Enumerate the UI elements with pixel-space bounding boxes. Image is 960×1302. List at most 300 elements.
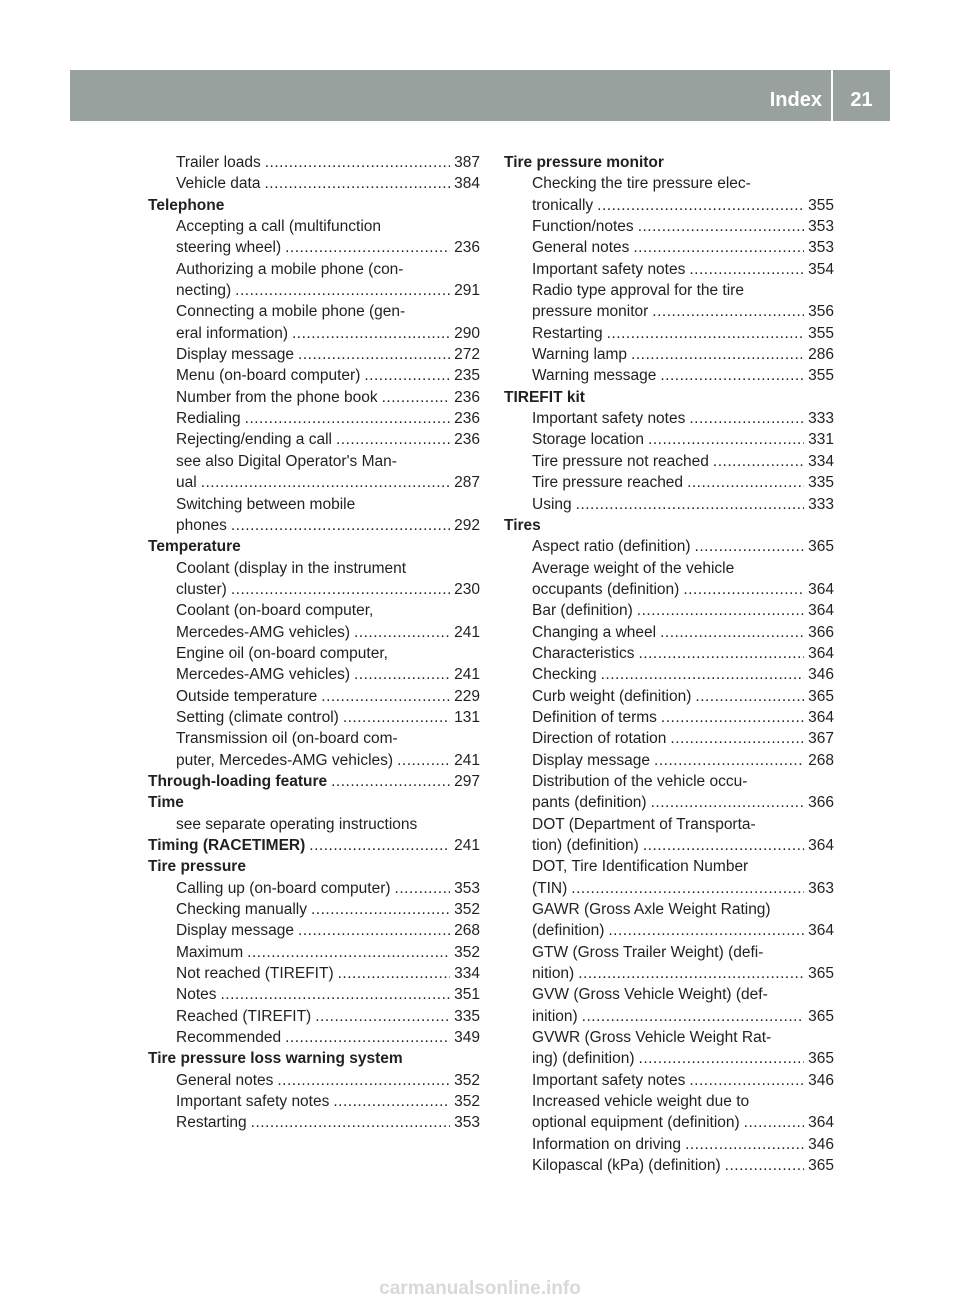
dot-leader bbox=[333, 1091, 450, 1112]
index-heading: Temperature bbox=[148, 538, 241, 556]
entry-page-line bbox=[532, 451, 834, 472]
entry-text-line: Average weight of the vehicle bbox=[532, 559, 735, 577]
entry-text: Important safety notes bbox=[532, 410, 686, 428]
entry-text: Aspect ratio (definition) bbox=[532, 538, 691, 556]
page-ref[interactable]: 352 bbox=[454, 901, 480, 919]
entry-text: Tire pressure not reached bbox=[532, 452, 709, 470]
index-entry bbox=[148, 1006, 480, 1027]
index-heading: Timing (RACETIMER) bbox=[148, 837, 306, 854]
entry-text: eral information) bbox=[176, 324, 288, 342]
page-ref[interactable]: 335 bbox=[808, 474, 834, 492]
page-ref[interactable]: 364 bbox=[808, 837, 834, 854]
dot-leader bbox=[354, 664, 450, 685]
page-ref[interactable]: 364 bbox=[808, 708, 834, 726]
index-entry bbox=[504, 365, 834, 386]
index-entry bbox=[504, 323, 834, 344]
index-entry bbox=[504, 750, 834, 771]
entry-page-line bbox=[176, 323, 480, 344]
index-entry bbox=[504, 1155, 834, 1176]
page-ref[interactable]: 365 bbox=[808, 1157, 834, 1175]
watermark: carmanualsonline.info bbox=[379, 1278, 581, 1299]
dot-leader bbox=[315, 1006, 450, 1027]
index-entry bbox=[148, 1070, 480, 1091]
entry-page-line bbox=[532, 195, 834, 216]
entry-page-line bbox=[532, 1155, 834, 1176]
index-entry bbox=[148, 558, 480, 601]
entry-page-line bbox=[176, 942, 480, 963]
index-entry bbox=[148, 1112, 480, 1133]
entry-page-line bbox=[176, 1070, 480, 1091]
entry-page-line bbox=[532, 728, 834, 749]
entry-text: Storage location bbox=[532, 431, 645, 449]
entry-text: Checking bbox=[532, 666, 597, 684]
dot-leader bbox=[687, 472, 804, 493]
page-ref[interactable]: 241 bbox=[454, 666, 480, 684]
dot-leader bbox=[382, 387, 451, 408]
page-ref[interactable]: 230 bbox=[454, 580, 480, 598]
dot-leader bbox=[744, 1112, 804, 1133]
entry-text: Important safety notes bbox=[532, 260, 686, 278]
entry-text-line: Checking the tire pressure elec- bbox=[532, 175, 751, 193]
entry-page-line bbox=[532, 643, 834, 664]
index-entry bbox=[504, 429, 834, 450]
entry-page-line bbox=[176, 707, 480, 728]
dot-leader bbox=[395, 878, 451, 899]
index-entry bbox=[504, 1027, 834, 1070]
dot-leader bbox=[235, 280, 450, 301]
page-ref[interactable]: 352 bbox=[454, 1093, 480, 1111]
dot-leader bbox=[309, 835, 450, 856]
dot-leader bbox=[298, 920, 450, 941]
entry-page-line bbox=[532, 686, 834, 707]
entry-page-line bbox=[176, 1091, 480, 1112]
page-ref[interactable]: 354 bbox=[808, 260, 834, 278]
index-entry bbox=[504, 558, 834, 601]
page-ref[interactable]: 287 bbox=[454, 474, 480, 492]
dot-leader bbox=[582, 1006, 804, 1027]
index-entry bbox=[504, 237, 834, 258]
entry-page-line bbox=[176, 344, 480, 365]
index-entry bbox=[148, 216, 480, 259]
entry-text: Menu (on-board computer) bbox=[176, 367, 361, 385]
page-ref[interactable]: 268 bbox=[808, 751, 834, 769]
entry-page-line bbox=[176, 920, 480, 941]
entry-text: (definition) bbox=[532, 922, 605, 940]
dot-leader bbox=[397, 750, 450, 771]
index-entry bbox=[504, 408, 834, 429]
entry-text: ual bbox=[176, 474, 197, 492]
entry-text-line: Coolant (on-board computer, bbox=[176, 602, 374, 620]
entry-text: Information on driving bbox=[532, 1135, 682, 1153]
page-ref[interactable]: 365 bbox=[808, 687, 834, 705]
dot-leader bbox=[689, 408, 804, 429]
entry-page-line bbox=[532, 1048, 834, 1069]
page-ref[interactable]: 365 bbox=[808, 538, 834, 556]
entry-text: tronically bbox=[532, 196, 594, 214]
page-ref[interactable]: 290 bbox=[454, 324, 480, 342]
index-heading: Tire pressure loss warning system bbox=[148, 1050, 403, 1068]
index-entry bbox=[148, 259, 480, 302]
entry-text-line: DOT, Tire Identification Number bbox=[532, 858, 749, 876]
entry-text-line: Accepting a call (multifunction bbox=[176, 218, 382, 236]
page-ref[interactable]: 364 bbox=[808, 580, 834, 598]
index-entry bbox=[148, 814, 480, 835]
entry-page-line bbox=[176, 173, 480, 194]
page-ref[interactable]: 356 bbox=[808, 303, 834, 321]
dot-leader bbox=[654, 750, 804, 771]
index-entry bbox=[148, 920, 480, 941]
page-ref[interactable]: 364 bbox=[808, 644, 834, 662]
page-ref[interactable]: 229 bbox=[454, 687, 480, 705]
entry-text: Recommended bbox=[176, 1029, 282, 1047]
index-entry bbox=[148, 451, 480, 494]
dot-leader bbox=[683, 579, 804, 600]
entry-text: Checking manually bbox=[176, 901, 307, 919]
index-entry bbox=[504, 728, 834, 749]
entry-page-line bbox=[532, 494, 834, 515]
page-ref[interactable]: 268 bbox=[454, 922, 480, 940]
dot-leader bbox=[725, 1155, 804, 1176]
dot-leader bbox=[343, 707, 450, 728]
entry-page-line bbox=[532, 216, 834, 237]
index-entry bbox=[504, 280, 834, 323]
entry-text: nition) bbox=[532, 965, 575, 983]
entry-page-line bbox=[176, 1112, 480, 1133]
dot-leader bbox=[251, 1112, 450, 1133]
entry-text: Mercedes-AMG vehicles) bbox=[176, 623, 350, 641]
dot-leader bbox=[652, 301, 804, 322]
entry-text: General notes bbox=[176, 1071, 274, 1089]
index-entry bbox=[504, 1134, 834, 1155]
entry-text: Vehicle data bbox=[176, 175, 261, 193]
page-ref[interactable]: 236 bbox=[454, 431, 480, 449]
page-ref[interactable]: 235 bbox=[454, 367, 480, 385]
page-ref[interactable]: 365 bbox=[808, 1050, 834, 1068]
page-ref[interactable]: 353 bbox=[454, 1114, 480, 1132]
page-ref[interactable]: 236 bbox=[454, 388, 480, 406]
page-ref[interactable]: 346 bbox=[808, 1071, 834, 1089]
index-entry bbox=[148, 878, 480, 899]
index-entry bbox=[148, 728, 480, 771]
dot-leader bbox=[713, 451, 804, 472]
page-ref[interactable]: 241 bbox=[454, 751, 480, 769]
entry-text: Calling up (on-board computer) bbox=[176, 879, 391, 897]
page-section-title: Index bbox=[769, 89, 822, 111]
entry-text: Notes bbox=[176, 986, 217, 1004]
index-entry bbox=[148, 942, 480, 963]
index-heading-row bbox=[148, 771, 480, 792]
entry-text-line: GTW (Gross Trailer Weight) (defi- bbox=[532, 943, 764, 961]
entry-page-line bbox=[532, 878, 834, 899]
entry-text-line: Transmission oil (on-board com- bbox=[176, 730, 398, 748]
entry-text: pressure monitor bbox=[532, 303, 649, 321]
dot-leader bbox=[660, 365, 804, 386]
index-entry bbox=[504, 856, 834, 899]
entry-text: tion) (definition) bbox=[532, 837, 639, 854]
entry-page-line bbox=[176, 579, 480, 600]
entry-text: General notes bbox=[532, 239, 630, 257]
index-entry bbox=[148, 365, 480, 386]
index-entry bbox=[148, 600, 480, 643]
entry-text: Characteristics bbox=[532, 644, 635, 662]
index-entry bbox=[148, 1091, 480, 1112]
entry-page-line bbox=[532, 259, 834, 280]
entry-page-line bbox=[176, 152, 480, 173]
page-ref[interactable]: 286 bbox=[808, 346, 834, 364]
index-entry bbox=[504, 984, 834, 1027]
index-entry bbox=[504, 259, 834, 280]
entry-page-line bbox=[532, 835, 834, 856]
index-heading: Tires bbox=[504, 516, 541, 534]
index-entry bbox=[504, 707, 834, 728]
index-column-left bbox=[148, 152, 480, 1134]
page-ref[interactable]: 241 bbox=[454, 623, 480, 641]
index-heading: Telephone bbox=[148, 196, 225, 214]
page-ref[interactable]: 349 bbox=[454, 1029, 480, 1047]
page-ref[interactable]: 366 bbox=[808, 794, 834, 812]
entry-text: Display message bbox=[176, 922, 295, 940]
dot-leader bbox=[601, 664, 805, 685]
index-entry bbox=[148, 301, 480, 344]
entry-text: Warning lamp bbox=[532, 346, 628, 364]
entry-page-line bbox=[532, 920, 834, 941]
entry-page-line bbox=[176, 622, 480, 643]
entry-page-line bbox=[176, 984, 480, 1005]
entry-page-line bbox=[532, 237, 834, 258]
page-ref[interactable]: 352 bbox=[454, 943, 480, 961]
dot-leader bbox=[245, 408, 450, 429]
entry-page-line bbox=[532, 344, 834, 365]
dot-leader bbox=[695, 536, 805, 557]
entry-text: Outside temperature bbox=[176, 687, 318, 705]
index-entry bbox=[504, 643, 834, 664]
entry-text-line: see separate operating instructions bbox=[176, 815, 418, 833]
dot-leader bbox=[285, 237, 450, 258]
entry-page-line bbox=[176, 1027, 480, 1048]
page-ref[interactable]: 346 bbox=[808, 666, 834, 684]
entry-text: Important safety notes bbox=[532, 1071, 686, 1089]
entry-page-line bbox=[176, 664, 480, 685]
entry-text: Function/notes bbox=[532, 218, 634, 236]
index-entry bbox=[504, 664, 834, 685]
entry-text: Mercedes-AMG vehicles) bbox=[176, 666, 350, 684]
entry-text-line: Radio type approval for the tire bbox=[532, 282, 744, 300]
entry-page-line bbox=[176, 429, 480, 450]
page-ref[interactable]: 355 bbox=[808, 324, 834, 342]
index-entry bbox=[148, 643, 480, 686]
dot-leader bbox=[576, 494, 804, 515]
dot-leader bbox=[201, 472, 450, 493]
dot-leader bbox=[277, 1070, 450, 1091]
index-entry bbox=[504, 814, 834, 857]
page-ref[interactable]: 384 bbox=[454, 175, 480, 193]
page-ref[interactable]: 355 bbox=[808, 196, 834, 214]
dot-leader bbox=[689, 1070, 804, 1091]
entry-page-line bbox=[176, 686, 480, 707]
index-entry bbox=[504, 494, 834, 515]
entry-text: ing) (definition) bbox=[532, 1050, 635, 1068]
entry-text-line: GVWR (Gross Vehicle Weight Rat- bbox=[532, 1029, 772, 1047]
page-ref[interactable]: 292 bbox=[454, 516, 480, 534]
index-entry bbox=[148, 429, 480, 450]
page-ref[interactable]: 355 bbox=[808, 367, 834, 385]
page-ref[interactable]: 333 bbox=[808, 410, 834, 428]
page-ref[interactable]: 335 bbox=[454, 1007, 480, 1025]
entry-page-line bbox=[532, 365, 834, 386]
index-entry bbox=[504, 600, 834, 621]
entry-text: Setting (climate control) bbox=[176, 708, 339, 726]
dot-leader bbox=[311, 899, 450, 920]
dot-leader bbox=[597, 195, 804, 216]
dot-leader bbox=[264, 173, 450, 194]
entry-page-line bbox=[532, 1134, 834, 1155]
page-ref[interactable]: 333 bbox=[808, 495, 834, 513]
entry-page-line bbox=[532, 579, 834, 600]
entry-text: necting) bbox=[176, 282, 232, 300]
entry-page-line bbox=[532, 707, 834, 728]
page-ref[interactable]: 346 bbox=[808, 1135, 834, 1153]
page-ref[interactable]: 272 bbox=[454, 346, 480, 364]
entry-text-line: Distribution of the vehicle occu- bbox=[532, 772, 748, 790]
page-ref[interactable]: 241 bbox=[454, 837, 480, 854]
entry-text: Direction of rotation bbox=[532, 730, 667, 748]
entry-text: Changing a wheel bbox=[532, 623, 657, 641]
index-heading: TIREFIT kit bbox=[504, 388, 585, 406]
dot-leader bbox=[643, 835, 804, 856]
dot-leader bbox=[231, 515, 450, 536]
page-ref[interactable]: 353 bbox=[454, 879, 480, 897]
page-ref[interactable]: 334 bbox=[808, 452, 834, 470]
page-ref[interactable]: 367 bbox=[808, 730, 834, 748]
dot-leader bbox=[331, 771, 450, 792]
entry-page-line bbox=[532, 664, 834, 685]
dot-leader bbox=[292, 323, 450, 344]
index-entry bbox=[148, 707, 480, 728]
dot-leader bbox=[364, 365, 450, 386]
dot-leader bbox=[285, 1027, 450, 1048]
entry-page-line bbox=[532, 536, 834, 557]
index-entry bbox=[504, 622, 834, 643]
index-entry bbox=[148, 344, 480, 365]
page-ref[interactable]: 236 bbox=[454, 410, 480, 428]
page-ref[interactable]: 351 bbox=[454, 986, 480, 1004]
entry-text-line: GVW (Gross Vehicle Weight) (def- bbox=[532, 986, 768, 1004]
entry-page-line bbox=[176, 365, 480, 386]
entry-text: Redialing bbox=[176, 410, 241, 428]
entry-text: Curb weight (definition) bbox=[532, 687, 692, 705]
entry-page-line bbox=[176, 899, 480, 920]
entry-page-line bbox=[532, 792, 834, 813]
page-ref[interactable]: 331 bbox=[808, 431, 834, 449]
entry-page-line bbox=[532, 1006, 834, 1027]
entry-text-line: Connecting a mobile phone (gen- bbox=[176, 303, 406, 321]
entry-text: (TIN) bbox=[532, 879, 568, 897]
page-ref[interactable]: 131 bbox=[454, 708, 480, 726]
entry-text-line: Increased vehicle weight due to bbox=[532, 1093, 750, 1111]
entry-text: Restarting bbox=[176, 1114, 247, 1132]
page-ref[interactable]: 291 bbox=[454, 282, 480, 300]
entry-text-line: see also Digital Operator's Man- bbox=[176, 452, 397, 470]
entry-text: Warning message bbox=[532, 367, 657, 385]
page-ref[interactable]: 352 bbox=[454, 1071, 480, 1089]
dot-leader bbox=[338, 963, 451, 984]
header-band bbox=[70, 70, 890, 121]
entry-page-line bbox=[532, 622, 834, 643]
page-ref[interactable]: 334 bbox=[454, 965, 480, 983]
page-ref[interactable]: 353 bbox=[808, 218, 834, 236]
entry-page-line bbox=[532, 750, 834, 771]
index-entry bbox=[148, 173, 480, 194]
entry-text: Bar (definition) bbox=[532, 602, 633, 620]
entry-page-line bbox=[176, 878, 480, 899]
entry-page-line bbox=[532, 1070, 834, 1091]
entry-page-line bbox=[176, 750, 480, 771]
entry-text-line: Authorizing a mobile phone (con- bbox=[176, 260, 404, 278]
entry-text: Using bbox=[532, 495, 572, 513]
entry-text-line: Engine oil (on-board computer, bbox=[176, 644, 388, 662]
index-heading: Tire pressure monitor bbox=[504, 154, 664, 171]
dot-leader bbox=[631, 344, 804, 365]
index-entry bbox=[148, 408, 480, 429]
entry-page-line bbox=[176, 1006, 480, 1027]
page-ref[interactable]: 236 bbox=[454, 239, 480, 257]
index-heading: Tire pressure bbox=[148, 858, 246, 876]
entry-text-line: Coolant (display in the instrument bbox=[176, 559, 407, 577]
dot-leader bbox=[639, 643, 805, 664]
page-ref[interactable]: 364 bbox=[808, 922, 834, 940]
page-ref[interactable]: 363 bbox=[808, 879, 834, 897]
entry-page-line bbox=[532, 408, 834, 429]
entry-page-line bbox=[532, 323, 834, 344]
index-heading: Through-loading feature bbox=[148, 772, 328, 790]
page-number: 21 bbox=[850, 89, 873, 111]
entry-text: inition) bbox=[532, 1007, 578, 1025]
index-entry bbox=[504, 472, 834, 493]
page-ref[interactable]: 387 bbox=[454, 154, 480, 171]
index-entry bbox=[148, 387, 480, 408]
entry-page-line bbox=[176, 280, 480, 301]
page-ref[interactable]: 364 bbox=[808, 602, 834, 620]
entry-text: Trailer loads bbox=[176, 154, 261, 171]
entry-text: Kilopascal (kPa) (definition) bbox=[532, 1157, 721, 1175]
entry-text: steering wheel) bbox=[176, 239, 282, 257]
entry-text: Important safety notes bbox=[176, 1093, 330, 1111]
page-ref[interactable]: 365 bbox=[808, 965, 834, 983]
page-ref[interactable]: 365 bbox=[808, 1007, 834, 1025]
page-ref[interactable]: 366 bbox=[808, 623, 834, 641]
dot-leader bbox=[247, 942, 450, 963]
entry-text: Definition of terms bbox=[532, 708, 657, 726]
page-ref[interactable]: 364 bbox=[808, 1114, 834, 1132]
page-ref[interactable]: 297 bbox=[454, 772, 480, 790]
page-ref[interactable]: 353 bbox=[808, 239, 834, 257]
entry-page-line bbox=[176, 408, 480, 429]
dot-leader bbox=[321, 686, 450, 707]
entry-text: Display message bbox=[176, 346, 295, 364]
entry-text: cluster) bbox=[176, 580, 227, 598]
index-entry bbox=[504, 686, 834, 707]
index-entry bbox=[504, 173, 834, 216]
entry-text: Reached (TIREFIT) bbox=[176, 1007, 312, 1025]
dot-leader bbox=[336, 429, 450, 450]
dot-leader bbox=[695, 686, 804, 707]
dot-leader bbox=[607, 323, 804, 344]
dot-leader bbox=[578, 963, 804, 984]
dot-leader bbox=[651, 792, 805, 813]
index-entry bbox=[148, 984, 480, 1005]
index-entry bbox=[504, 344, 834, 365]
dot-leader bbox=[685, 1134, 804, 1155]
